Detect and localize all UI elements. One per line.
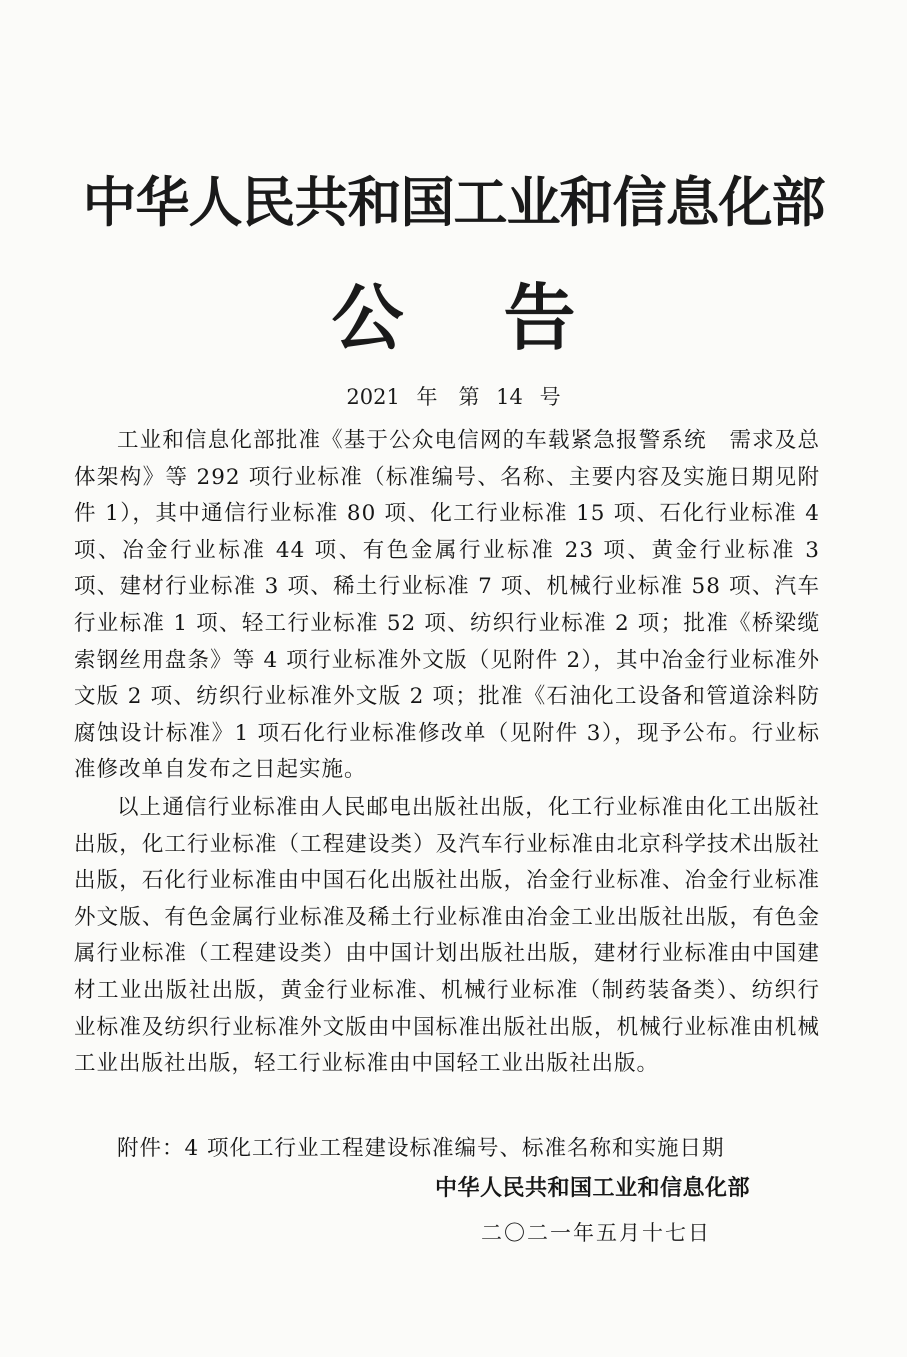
body-paragraph-1: [74, 423, 820, 789]
attachment-note: 附件：4 项化工行业工程建设标准编号、标准名称和实施日期: [117, 1136, 725, 1161]
signature-date: 二〇二一年五月十七日: [481, 1221, 711, 1245]
signature-issuer: 中华人民共和国工业和信息化部: [434, 1176, 750, 1201]
document-type-title: 公告: [331, 276, 676, 360]
document-number: 2021 年 第 14 号: [346, 385, 561, 409]
body-paragraph-2: [74, 790, 820, 1083]
paragraph-text: 以上通信行业标准由人民邮电出版社出版，化工行业标准由化工出版社出版，化工行业标准（工程建设类）及汽车行业标准由北京科学技术出版社出版，石化行业标准由中国石化出版社出版，冶金行业标准、冶金行业标准外文版、有色金属行业标准及稀土行业标准由冶金工业出版社出版，有色金属行业标准（工程建设类）由中国计划出版社出版，建材行业标准由中国建材工业出版社出版，黄金行业标准、机械行业标准（制药装备类）、纺织行业标准及纺织行业标准外文版由中国标准出版社出版，机械行业标准由机械工业出版社出版，轻工行业标准由中国轻工业出版社出版。: [74, 795, 820, 1077]
paragraph-text: 工业和信息化部批准《基于公众电信网的车载紧急报警系统 需求及总体架构》等 292 项行业标准（标准编号、名称、主要内容及实施日期见附件 1），其中通信行业标准 80 项、化工行业标准 15 项、石化行业标准 4 项、冶金行业标准 44 项、有色金属行业标准 23 项、黄金行业标准 3 项、建材行业标准 3 项、稀土行业标准 7 项、机械行业标准 58 项、汽车行业标准 1 项、轻工行业标准 52 项、纺织行业标准 2 项；批准《桥梁缆索钢丝用盘条》等 4 项行业标准外文版（见附件 2），其中冶金行业标准外文版 2 项、纺织行业标准外文版 2 项；批准《石油化工设备和管道涂料防腐蚀设计标准》1 项石化行业标准修改单（见附件 3），现予公布。行业标准修改单自发布之日起实施。: [74, 428, 820, 783]
issuer-title: 中华人民共和国工业和信息化部: [82, 171, 825, 234]
